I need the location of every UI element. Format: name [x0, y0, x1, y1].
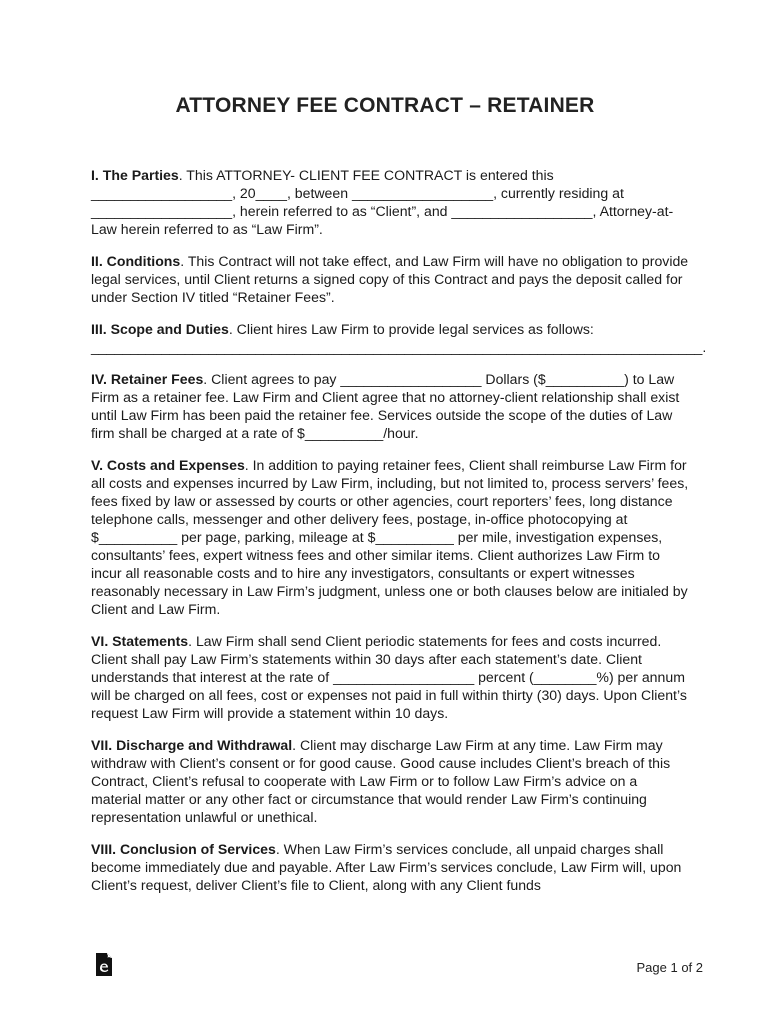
- section-heading: III. Scope and Duties: [91, 321, 229, 337]
- section-retainer-fees: [91, 370, 691, 442]
- section-heading: VII. Discharge and Withdrawal: [91, 737, 293, 753]
- section-heading: VIII. Conclusion of Services: [91, 841, 276, 857]
- section-body: . This Contract will not take effect, and Law Firm will have no obligation to provide legal services, until Client returns a signed copy of this Contract and pays the deposit called for under Section IV titled “Retainer Fees”.: [91, 253, 689, 305]
- section-heading: V. Costs and Expenses: [91, 457, 245, 473]
- section-body: . Client agrees to pay __________________ Dollars ($__________) to Law Firm as a retainer fee. Law Firm and Client agree that no attorney-client relationship shall exist until Law Firm has been paid the retainer fee. Services outside the scope of the duties of Law firm shall be charged at a rate of $__________/hour.: [91, 371, 680, 441]
- section-heading: I. The Parties: [91, 167, 179, 183]
- section-discharge-withdrawal: [91, 736, 691, 826]
- section-heading: VI. Statements: [91, 633, 189, 649]
- document-sections: [91, 166, 707, 908]
- page-number: Page 1 of 2: [636, 960, 703, 975]
- section-heading: IV. Retainer Fees: [91, 371, 204, 387]
- section-body: . This ATTORNEY- CLIENT FEE CONTRACT is entered this __________________, 20____, between __________________, currently residing at __________________, herein referred to as “Client”, and __________________, Attorney-at-Law herein referred to as “Law Firm”.: [91, 167, 674, 237]
- section-body: . Client hires Law Firm to provide legal services as follows: ______________________________________________________________________________.: [91, 321, 707, 355]
- section-parties: [91, 166, 691, 238]
- section-conclusion-services: [91, 840, 691, 894]
- eforms-logo-icon: [95, 953, 113, 977]
- section-statements: [91, 632, 691, 722]
- section-body: . Law Firm shall send Client periodic statements for fees and costs incurred. Client shall pay Law Firm’s statements within 30 days after each statement’s date. Client understands that interest at the rate of __________________ percent (________%) per annum will be charged on all fees, cost or expenses not paid in full within thirty (30) days. Upon Client’s request Law Firm will provide a statement within 10 days.: [91, 633, 687, 721]
- section-body: . In addition to paying retainer fees, Client shall reimburse Law Firm for all costs and expenses incurred by Law Firm, including, but not limited to, process servers’ fees, fees fixed by law or assessed by courts or other agencies, court reporters’ fees, long distance telephone calls, messenger and other delivery fees, postage, in-office photocopying at $__________ per page, parking, mileage at $__________ per mile, investigation expenses, consultants’ fees, expert witness fees and other similar items. Client authorizes Law Firm to incur all reasonable costs and to hire any investigators, consultants or expert witnesses reasonably necessary in Law Firm’s judgment, unless one or both clauses below are initialed by Client and Law Firm.: [91, 457, 689, 617]
- section-body: . When Law Firm’s services conclude, all unpaid charges shall become immediately due and payable. After Law Firm’s services conclude, Law Firm will, upon Client’s request, deliver Client’s file to Client, along with any Client funds: [91, 841, 682, 893]
- section-scope-duties: [91, 320, 707, 356]
- section-heading: II. Conditions: [91, 253, 181, 269]
- section-body: . Client may discharge Law Firm at any time. Law Firm may withdraw with Client’s consent or for good cause. Good cause includes Client’s breach of this Contract, Client’s refusal to cooperate with Law Firm or to follow Law Firm’s advice on a material matter or any other fact or circumstance that would render Law Firm’s continuing representation unlawful or unethical.: [91, 737, 671, 825]
- section-conditions: [91, 252, 691, 306]
- document-title: ATTORNEY FEE CONTRACT – RETAINER: [175, 94, 595, 117]
- section-costs-expenses: [91, 456, 691, 618]
